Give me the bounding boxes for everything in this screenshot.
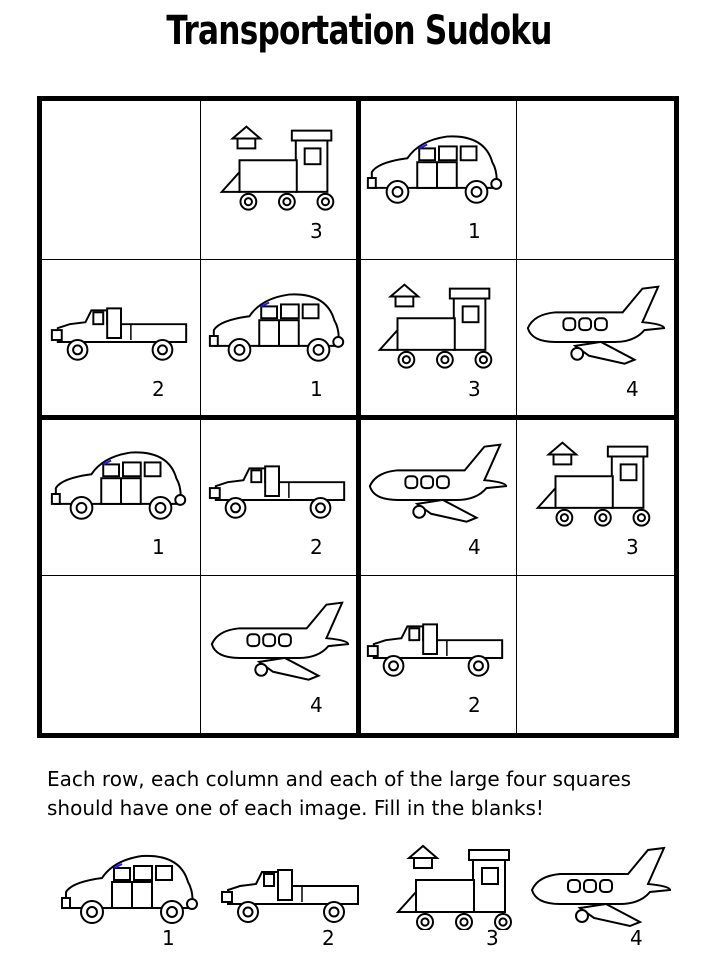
key-item <box>376 840 536 955</box>
plane-icon <box>358 417 516 575</box>
key-number: 1 <box>162 926 175 950</box>
sudoku-cell[interactable] <box>42 575 200 733</box>
cell-number: 3 <box>468 377 481 401</box>
car-icon <box>42 417 200 575</box>
cell-number: 2 <box>468 693 481 717</box>
sudoku-cell <box>200 575 358 733</box>
sudoku-grid <box>37 96 679 738</box>
sudoku-cell <box>42 259 200 417</box>
sudoku-cell <box>200 101 358 259</box>
sudoku-cell <box>516 417 674 575</box>
train-icon <box>358 259 516 417</box>
sudoku-cell[interactable] <box>516 101 674 259</box>
truck-icon <box>42 259 200 417</box>
cell-number: 1 <box>310 377 323 401</box>
truck-icon <box>200 417 358 575</box>
sudoku-cell <box>42 417 200 575</box>
key-number: 4 <box>630 926 643 950</box>
plane-icon <box>200 575 358 733</box>
sudoku-cell[interactable] <box>42 101 200 259</box>
sudoku-cell <box>358 417 516 575</box>
cell-number: 3 <box>310 219 323 243</box>
train-icon <box>200 101 358 259</box>
car-icon <box>200 259 358 417</box>
key-number: 3 <box>486 926 499 950</box>
cell-number: 4 <box>468 535 481 559</box>
key-item <box>520 840 680 955</box>
cell-number: 1 <box>152 535 165 559</box>
sudoku-cell <box>200 417 358 575</box>
sudoku-cell <box>200 259 358 417</box>
key-number: 2 <box>322 926 335 950</box>
car-icon <box>358 101 516 259</box>
cell-number: 2 <box>310 535 323 559</box>
grid-line-vertical <box>516 101 517 733</box>
sudoku-cell <box>358 575 516 733</box>
cell-number: 1 <box>468 219 481 243</box>
plane-icon <box>516 259 674 417</box>
instructions-line-2: should have one of each image. Fill in the blanks! <box>47 796 544 820</box>
sudoku-cell <box>358 101 516 259</box>
instructions <box>47 765 687 823</box>
page-title: Transportation Sudoku <box>166 8 552 54</box>
cell-number: 3 <box>626 535 639 559</box>
key-item <box>212 840 372 955</box>
sudoku-cell[interactable] <box>516 575 674 733</box>
box-divider-horizontal <box>42 415 674 420</box>
train-icon <box>516 417 674 575</box>
truck-icon <box>358 575 516 733</box>
cell-number: 4 <box>626 377 639 401</box>
key-item <box>52 840 212 955</box>
instructions-line-1: Each row, each column and each of the large four squares <box>47 767 632 791</box>
cell-number: 2 <box>152 377 165 401</box>
sudoku-cell <box>358 259 516 417</box>
grid-line-horizontal <box>42 575 674 576</box>
cell-number: 4 <box>310 693 323 717</box>
sudoku-cell <box>516 259 674 417</box>
